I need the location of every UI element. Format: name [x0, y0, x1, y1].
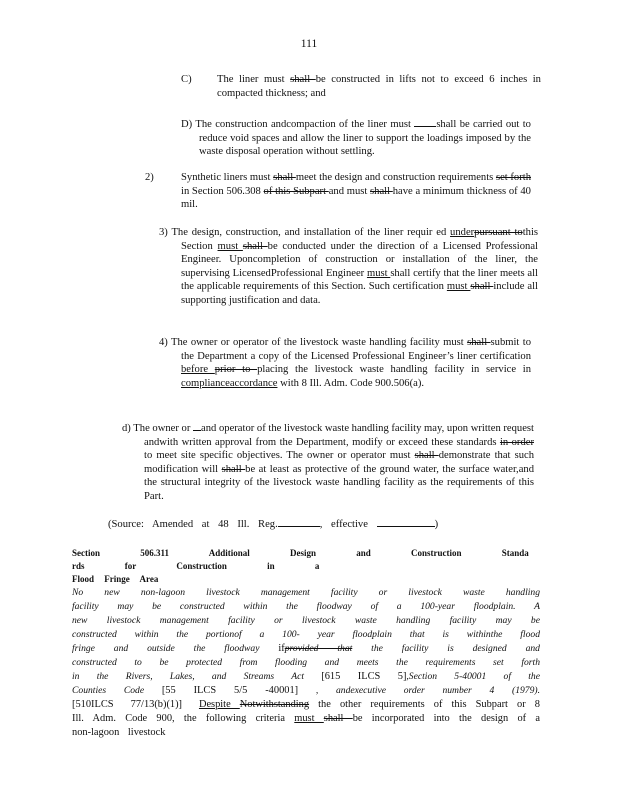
item-3-text: 3) The design, construction, and installation of the liner requir ed underpursuant tothis Section must shall be conducted under the direction of a Licensed Professional Engineer. Uponcompletion of construction or installation of the liner, the supervising LicensedProfessional Engineer must shall certify that the liner meets all the applicable requirements of this Section. Such certification must shall include all supporting justification and data. [159, 227, 539, 306]
item-d [108, 420, 534, 503]
item-2-text: Synthetic liners must shall meet the design and construction requirements set forth in Section 506.308 of this Subpart and must shall have a minimum thickness of 40 mil. [181, 172, 531, 210]
section-heading-line2: Flood Fringe Area [72, 574, 159, 584]
item-d-sub-text: D) The construction andcompaction of the liner must shall be carried out to reduce void spaces and allow the liner to support the loadings imposed by the waste disposal operation without settling. [181, 116, 531, 159]
item-c [181, 73, 541, 100]
item-4-text: 4) The owner or operator of the livestock waste handling facility must shall submit to the Department a copy of the Licensed Professional Engineer’s liner certification before prior to placing the livestock waste handling facility in service in complianceaccordance with 8 Ill. Adm. Code 900.506(a). [159, 337, 532, 389]
body-plain-sentence: Despite Notwithstanding the other requirements of this Subpart or 8 Ill. Adm. Code 900, the following criteria must shall be incorporated into the design of a non-lagoon livestock [72, 699, 540, 738]
item-d-text: d) The owner or and operator of the livestock waste handling facility may, upon written request andwith written approval from the Department, modify or exceed these standards in order to meet site specific objectives. The owner or operator must shall demonstrate that such modification will shall be at least as protective of the ground water, the surface water,and the structural integrity of the livestock waste handling facility as the requirements of this Part. [108, 420, 534, 503]
item-4 [145, 336, 531, 390]
struck-text: shall [290, 74, 316, 85]
page-number: 111 [300, 38, 318, 50]
item-4-label: 4) [159, 337, 168, 348]
section-heading-line1: Section 506.311 Additional Design and Construction Standa rds for Construction in a [72, 548, 529, 571]
item-c-text: The liner must shall be constructed in lifts not to exceed 6 inches in compacted thickness; and [217, 74, 541, 99]
item-c-label: C) [181, 74, 192, 85]
blank-line [377, 516, 435, 527]
item-2-label: 2) [145, 172, 154, 183]
blank-line [193, 420, 201, 431]
item-3-label: 3) [159, 227, 168, 238]
item-d-label: d) [122, 423, 131, 434]
item-d-sub-label: D) [181, 119, 193, 130]
blank-line [278, 516, 320, 527]
section-body: No new non-lagoon livestock management facility or livestock waste handling facility may be constructed within the floodway of a 100-year floodplain. A new livestock management facility or livestock waste handling facility may be constructed within the portionof a 100- year floodplain that is withinthe flood fringe and outside the floodway ifprovided that the facility is designed and constructed to be protected from flooding and meets the requirements set forth in the Rivers, Lakes, and Streams Act [615 ILCS 5],Section 5-40001 of the Counties Code [55 ILCS 5/5 -40001] , andexecutive order number 4 (1979). [510ILCS 77/13(b)(1)] Despite Notwithstanding the other requirements of this Subpart or 8 Ill. Adm. Code 900, the following criteria must shall be incorporated into the design of a non-lagoon livestock [72, 587, 540, 738]
item-3 [145, 226, 538, 307]
item-d-sub [181, 116, 531, 159]
item-2 [145, 171, 531, 212]
source-note: (Source: Amended at 48 Ill. Reg. , effective ) [108, 516, 528, 532]
blank-line [414, 116, 436, 127]
section-heading [72, 547, 542, 586]
